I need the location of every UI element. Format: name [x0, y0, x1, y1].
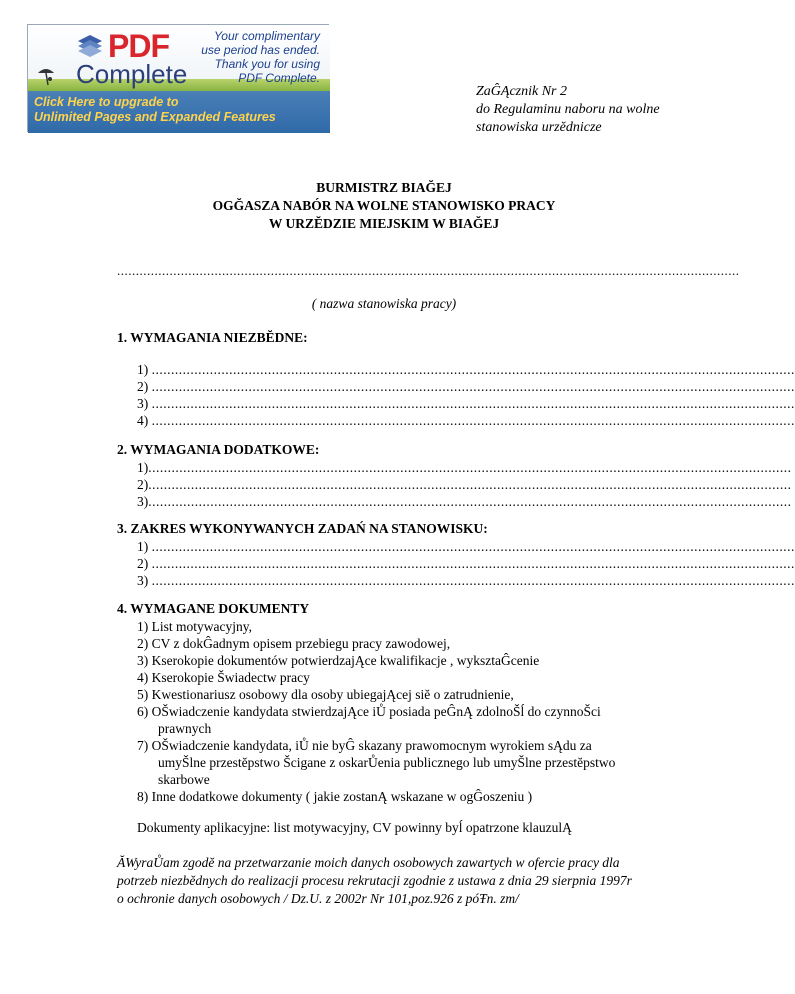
item-number: 1) [137, 362, 149, 377]
clause-line: o ochronie danych osobowych / Dz.U. z 2002r Nr 101,poz.926 z póŦn. zm/ [117, 891, 519, 906]
document-heading [0, 179, 768, 233]
list-item [137, 635, 657, 652]
item-text: List motywacyjny, [151, 619, 252, 634]
blank-line: ...................................................................................................................................................................... [151, 556, 795, 571]
section-2-list [137, 459, 792, 510]
list-item [137, 703, 657, 720]
promo-line: PDF Complete. [238, 71, 320, 85]
item-number: 2) [137, 477, 149, 492]
item-number: 2) [137, 636, 149, 651]
list-item-continuation: umyŠlne przestĕpstwo Šcigane z oskarŮenia publicznego lub umyŠlne przestĕpstwo [158, 755, 616, 770]
item-number: 7) [137, 738, 149, 753]
item-text: OŠwiadczenie kandydata, iŮ nie byĜ skazany prawomocnym wyrokiem sĄdu za [151, 738, 592, 753]
list-item [137, 459, 792, 476]
section-2-title: 2. WYMAGANIA DODATKOWE: [117, 442, 320, 457]
blank-line: ...................................................................................................................................................................... [151, 413, 795, 428]
list-item [137, 737, 657, 754]
clause-line: potrzeb niezbĕdnych do realizacji procesu rekrutacji zgodnie z ustawa z dnia 29 sierpnia 1997r [117, 873, 632, 888]
blank-line: ...................................................................................................................................................................... [148, 477, 792, 492]
item-number: 3) [137, 396, 149, 411]
item-number: 2) [137, 556, 149, 571]
position-name-field: ...................................................................................................................................................................... [117, 263, 740, 278]
item-number: 4) [137, 670, 149, 685]
item-text: OŠwiadczenie kandydata stwierdzajĄce iŮ posiada peĜnĄ zdolnoŠĺ do czynnoŠci [151, 704, 601, 719]
list-item [137, 788, 657, 805]
pdf-complete-logo-icon [76, 33, 104, 59]
item-number: 3) [137, 653, 149, 668]
heading-line: BURMISTRZ BIAĞEJ [316, 180, 452, 195]
item-text: Kwestionariusz osobowy dla osoby ubiegajĄcej siĕ o zatrudnienie, [151, 687, 514, 702]
list-item [137, 618, 657, 635]
consent-clause [117, 854, 632, 908]
list-item [137, 412, 795, 429]
list-item [137, 538, 795, 555]
item-number: 2) [137, 379, 149, 394]
upgrade-link[interactable] [34, 95, 276, 125]
logo-complete-text: Complete [76, 59, 188, 89]
item-number: 8) [137, 789, 149, 804]
position-name-caption: ( nazwa stanowiska pracy) [311, 296, 457, 311]
banner-promo-text [170, 29, 320, 85]
blank-line: ...................................................................................................................................................................... [151, 379, 795, 394]
list-item-continuation: prawnych [158, 721, 212, 736]
upgrade-line[interactable]: Unlimited Pages and Expanded Features [34, 110, 276, 124]
applications-note: Dokumenty aplikacyjne: list motywacyjny, CV powinny byĺ opatrzone klauzulĄ [137, 820, 572, 835]
blank-line: ...................................................................................................................................................................... [148, 494, 792, 509]
section-1-list [137, 361, 795, 429]
item-number: 1) [137, 619, 149, 634]
list-item [137, 555, 795, 572]
item-number: 4) [137, 413, 149, 428]
item-number: 3) [137, 494, 149, 509]
item-number: 6) [137, 704, 149, 719]
list-item [137, 361, 795, 378]
heading-line: OGĞASZA NABÓR NA WOLNE STANOWISKO PRACY [212, 198, 556, 213]
item-number: 3) [137, 573, 149, 588]
promo-line: Thank you for using [214, 57, 320, 71]
section-4-list [137, 618, 657, 805]
annex-line: do Regulaminu naboru na wolne [476, 102, 660, 117]
annex-note [476, 83, 660, 137]
list-item [137, 378, 795, 395]
section-4-title: 4. WYMAGANE DOKUMENTY [117, 601, 310, 616]
blank-line: ...................................................................................................................................................................... [151, 396, 795, 411]
list-item [137, 652, 657, 669]
upgrade-banner[interactable] [27, 24, 329, 132]
promo-line: use period has ended. [201, 43, 320, 57]
blank-line: ...................................................................................................................................................................... [151, 573, 795, 588]
upgrade-line[interactable]: Click Here to upgrade to [34, 95, 179, 109]
list-item [137, 493, 792, 510]
heading-line: W URZĔDZIE MIEJSKIM W BIAĞEJ [268, 216, 500, 231]
item-number: 1) [137, 539, 149, 554]
section-3-title: 3. ZAKRES WYKONYWANYCH ZADAŃ NA STANOWISKU: [117, 521, 488, 536]
logo-pdf-text: PDF [108, 28, 169, 64]
clause-line: ĂWyraŮam zgodĕ na przetwarzanie moich danych osobowych zawartych w ofercie pracy dla [117, 855, 620, 870]
promo-line: Your complimentary [213, 29, 320, 43]
list-item [137, 476, 792, 493]
umbrella-figure-icon [34, 65, 64, 89]
blank-line: ...................................................................................................................................................................... [151, 362, 795, 377]
item-number: 1) [137, 460, 149, 475]
item-number: 5) [137, 687, 149, 702]
list-item [137, 669, 657, 686]
list-item [137, 395, 795, 412]
section-3-list [137, 538, 795, 589]
blank-line: ...................................................................................................................................................................... [148, 460, 792, 475]
item-text: Kserokopie Šwiadectw pracy [151, 670, 310, 685]
annex-line: ZaĜĄcznik Nr 2 [476, 84, 567, 99]
blank-line: ...................................................................................................................................................................... [151, 539, 795, 554]
list-item [137, 572, 795, 589]
annex-line: stanowiska urzĕdnicze [476, 120, 602, 135]
list-item [137, 686, 657, 703]
item-text: Inne dodatkowe dokumenty ( jakie zostanĄ wskazane w ogĜoszeniu ) [151, 789, 533, 804]
section-1-title: 1. WYMAGANIA NIEZBĔDNE: [117, 330, 308, 345]
item-text: Kserokopie dokumentów potwierdzajĄce kwalifikacje , wyksztaĜcenie [151, 653, 540, 668]
list-item-continuation: skarbowe [158, 772, 210, 787]
item-text: CV z dokĜadnym opisem przebiegu pracy zawodowej, [151, 636, 451, 651]
